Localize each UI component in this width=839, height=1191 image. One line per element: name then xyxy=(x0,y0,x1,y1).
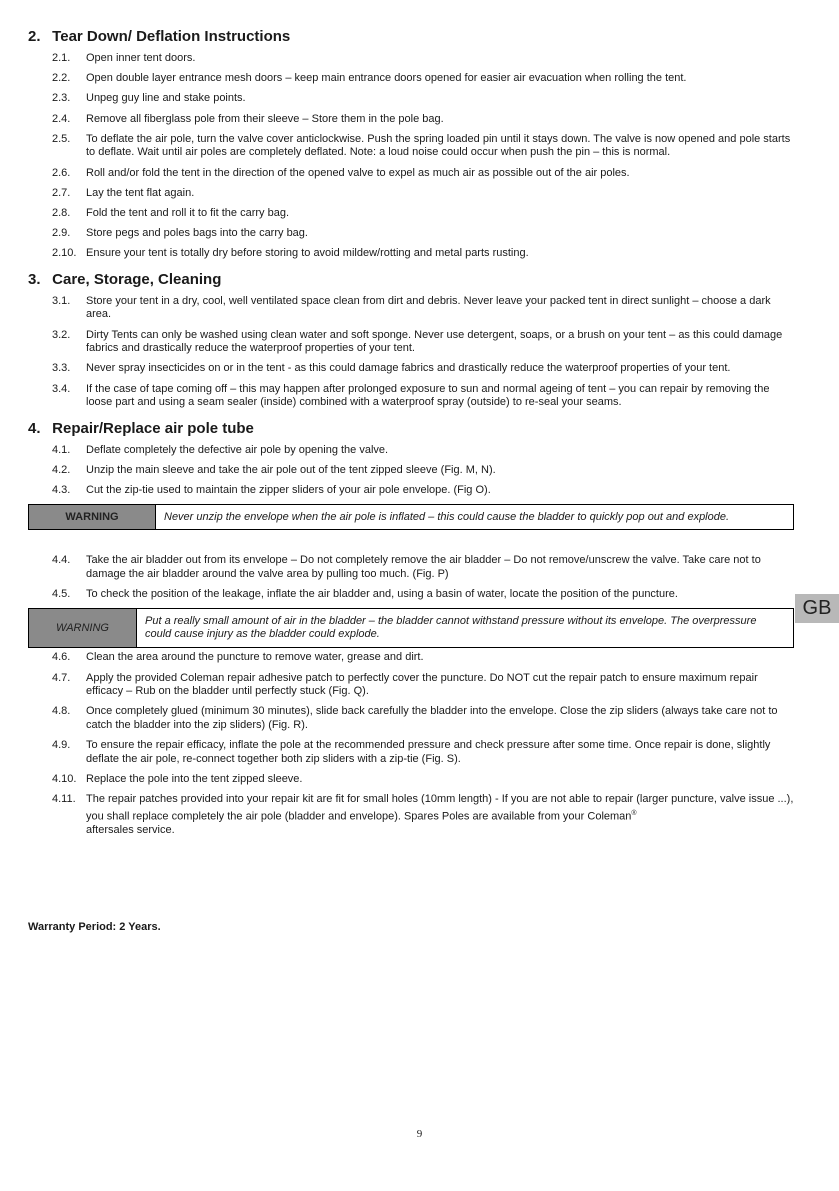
list-item xyxy=(28,383,794,410)
item-number: 2.9. xyxy=(52,227,71,240)
item-number: 2.1. xyxy=(52,52,71,64)
warranty-note: Warranty Period: 2 Years. xyxy=(28,921,161,933)
list-item xyxy=(28,484,794,498)
list-item xyxy=(28,72,794,86)
item-number: 4.9. xyxy=(52,739,71,752)
list-item xyxy=(28,464,794,478)
instruction-list xyxy=(28,52,794,261)
list-item xyxy=(28,362,794,376)
list-item xyxy=(28,651,794,665)
item-number: 2.5. xyxy=(52,132,71,145)
item-number: 4.2. xyxy=(52,464,71,476)
item-text: To check the position of the leakage, inflate the air bladder and, using a basin of water, locate the position of the puncture. xyxy=(86,588,678,601)
list-item xyxy=(28,207,794,221)
item-text: Ensure your tent is totally dry before storing to avoid mildew/rotting and metal parts rusting. xyxy=(86,247,529,260)
language-tab: GB xyxy=(795,594,839,623)
list-item xyxy=(28,187,794,201)
list-item xyxy=(28,444,794,458)
item-text: Replace the pole into the tent zipped sleeve. xyxy=(86,772,303,785)
section-heading: 4. Repair/Replace air pole tube xyxy=(28,419,254,437)
item-text: If the case of tape coming off – this may happen after prolonged exposure to sun and normal ageing of tent – you can repair by removing the loose part and using a seam sealer (inside) combined with a waterproof spray (outside) to re-seal your seams. xyxy=(86,382,770,409)
item-number: 2.10. xyxy=(52,247,77,260)
item-number: 4.4. xyxy=(52,554,71,567)
item-number: 2.3. xyxy=(52,92,71,105)
item-number: 2.6. xyxy=(52,166,71,179)
item-number: 4.8. xyxy=(52,705,71,718)
item-text: Remove all fiberglass pole from their sleeve – Store them in the pole bag. xyxy=(86,112,444,125)
instruction-list xyxy=(28,651,794,786)
document-body xyxy=(28,28,794,844)
page-number: 9 xyxy=(416,1128,423,1140)
item-text: Store your tent in a dry, cool, well ventilated space clean from dirt and debris. Never leave your packed tent in direct sunlight – choose a dark area. xyxy=(86,294,771,321)
item-text: Never spray insecticides on or in the tent - as this could damage fabrics and drastically reduce the waterproof properties of your tent. xyxy=(86,362,731,375)
item-number: 2.2. xyxy=(52,72,71,85)
item-number: 3.3. xyxy=(52,362,71,375)
list-item: 4.11. The repair patches provided into your repair kit are fit for small holes (10mm length) - If you are not able to repair (larger puncture, valve issue ...), you shall replace completely the air pole (bladder and envelope). Spares Poles are available from your Coleman® aftersales service. xyxy=(52,793,794,836)
item-text: Unpeg guy line and stake points. xyxy=(86,92,246,105)
warning-text: Put a really small amount of air in the bladder – the bladder cannot withstand pressure without its envelope. The overpressure could cause injury as the bladder could explode. xyxy=(145,614,757,641)
item-text: Dirty Tents can only be washed using clean water and soft sponge. Never use detergent, soaps, or a brush on your tent – as this could damage fabrics and drastically reduce the waterproof properties of your tent. xyxy=(86,328,783,355)
item-number: 2.7. xyxy=(52,186,71,199)
item-number: 4.3. xyxy=(52,484,71,497)
list-item xyxy=(28,329,794,356)
list-item xyxy=(28,773,794,787)
item-text: Roll and/or fold the tent in the direction of the opened valve to expel as much air as possible out of the air poles. xyxy=(86,166,630,179)
instruction-list xyxy=(28,544,794,601)
list-item xyxy=(28,92,794,106)
item-text: Lay the tent flat again. xyxy=(86,186,195,199)
item-number: 2.8. xyxy=(52,206,71,219)
item-number: 4.6. xyxy=(52,651,71,664)
list-item xyxy=(28,52,794,66)
list-item xyxy=(28,705,794,732)
list-item xyxy=(28,588,794,602)
item-text: To deflate the air pole, turn the valve cover anticlockwise. Push the spring loaded pin until it stays down. The valve is now opened and pole starts to deflate. Wait until air poles are completely deflated. Note: a loud noise could occur when push the pin – this is normal. xyxy=(86,132,791,159)
item-text: Unzip the main sleeve and take the air pole out of the tent zipped sleeve (Fig. M, N). xyxy=(86,464,496,476)
list-item xyxy=(28,739,794,766)
item-text: Take the air bladder out from its envelope – Do not completely remove the air bladder – Do not remove/unscrew the valve. Take care not to damage the air bladder around the valve area by pulling too much. (Fig. P) xyxy=(86,554,761,580)
item-text: Cut the zip-tie used to maintain the zipper sliders of your air pole envelope. (Fig O). xyxy=(86,484,491,497)
item-number: 4.5. xyxy=(52,588,71,601)
item-text: Fold the tent and roll it to fit the carry bag. xyxy=(86,206,289,219)
item-number: 3.1. xyxy=(52,294,71,307)
item-number: 4.1. xyxy=(52,443,71,456)
warning-label: WARNING xyxy=(29,609,137,647)
item-text: To ensure the repair efficacy, inflate the pole at the recommended pressure and check pressure after some time. Once repair is done, slightly deflate the air pole, re-connect together both zip sliders with a zip-tie (Fig. S). xyxy=(86,739,771,765)
warning-box xyxy=(28,608,794,648)
section-heading: 3. Care, Storage, Cleaning xyxy=(28,270,222,288)
item-number: 2.4. xyxy=(52,112,71,125)
section-heading: 2. Tear Down/ Deflation Instructions xyxy=(28,28,291,45)
item-number: 4.7. xyxy=(52,671,71,684)
list-item xyxy=(28,554,794,581)
list-item xyxy=(28,247,794,261)
instruction-list xyxy=(28,295,794,410)
list-item xyxy=(28,133,794,160)
list-item xyxy=(28,113,794,127)
warning-box xyxy=(28,504,794,530)
item-text: Once completely glued (minimum 30 minutes), slide back carefully the bladder into the envelope. Close the zip sliders (always take care not to catch the bladder into the zip sliders) (Fig. R). xyxy=(86,705,778,731)
item-number: 3.2. xyxy=(52,328,71,341)
item-number: 3.4. xyxy=(52,382,71,395)
list-item xyxy=(28,227,794,241)
item-text: Deflate completely the defective air pole by opening the valve. xyxy=(86,443,389,456)
item-text: Store pegs and poles bags into the carry bag. xyxy=(86,227,308,240)
instruction-list xyxy=(28,444,794,498)
item-text: Open double layer entrance mesh doors – keep main entrance doors opened for easier air evacuation when rolling the tent. xyxy=(86,72,687,85)
item-text: Apply the provided Coleman repair adhesive patch to perfectly cover the puncture. Do NOT cut the repair patch to ensure maximum repair efficacy – Rub on the bladder until perfectly stuck (Fig. Q). xyxy=(86,671,758,698)
item-number: 4.10. xyxy=(52,772,77,785)
item-text: Clean the area around the puncture to remove water, grease and dirt. xyxy=(86,651,424,664)
item-text: Open inner tent doors. xyxy=(86,52,196,64)
warning-text: Never unzip the envelope when the air pole is inflated – this could cause the bladder to quickly pop out and explode. xyxy=(164,510,730,523)
warning-label: WARNING xyxy=(29,505,156,529)
list-item xyxy=(28,672,794,699)
list-item xyxy=(28,295,794,322)
list-item xyxy=(28,167,794,181)
